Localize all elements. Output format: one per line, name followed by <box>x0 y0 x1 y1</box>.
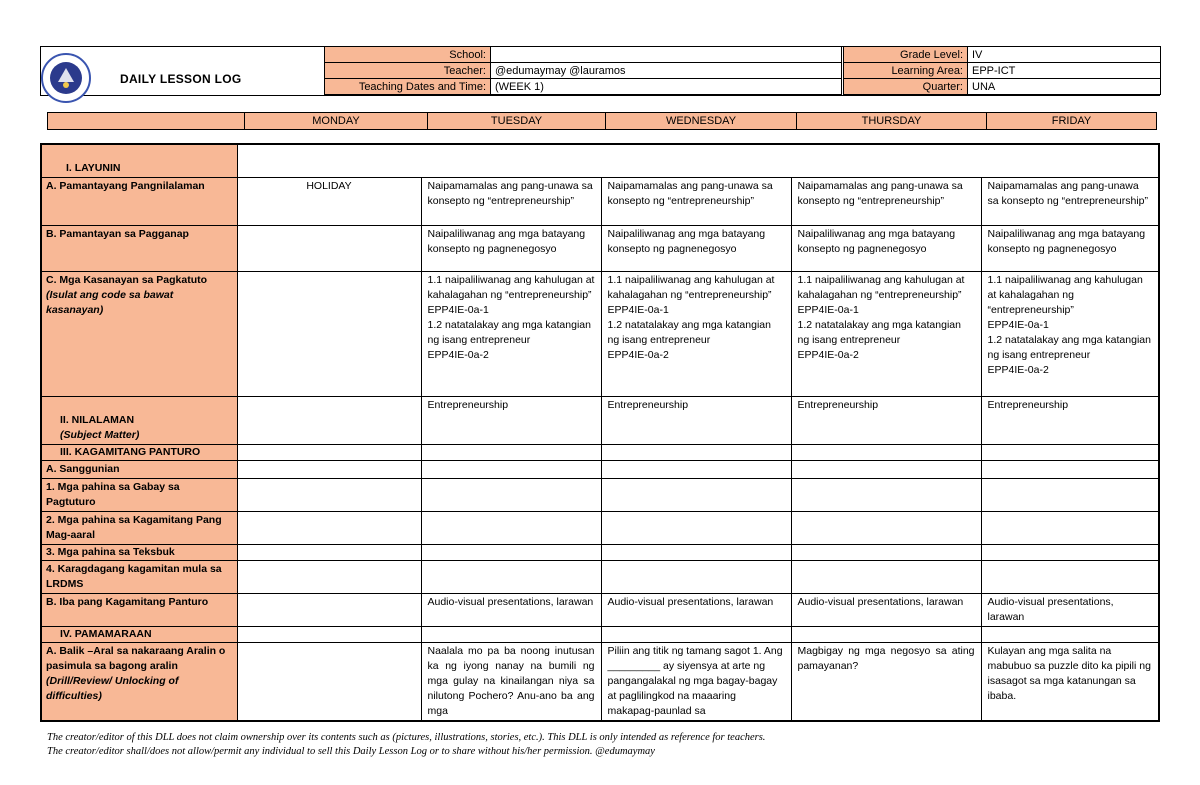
wednesday-kasanayan[interactable]: 1.1 naipaliliwanag ang kahulugan at kahalagahan ng “entrepreneurship” EPP4IE-0a-1 1.2 natatalakay ang mga katangian ng isang entrepreneur EPP4IE-0a-2 <box>601 271 791 396</box>
days-header <box>47 112 1157 130</box>
gabay-label: 1. Mga pahina sa Gabay sa Pagtuturo <box>41 478 237 511</box>
tuesday-cell[interactable] <box>421 478 601 511</box>
table-row <box>41 560 1159 593</box>
table-row <box>41 593 1159 626</box>
day-friday: FRIDAY <box>987 113 1157 130</box>
friday-cell[interactable] <box>981 478 1159 511</box>
wednesday-iba[interactable]: Audio-visual presentations, larawan <box>601 593 791 626</box>
teacher-field[interactable]: @edumaymay @lauramos <box>491 63 842 79</box>
lesson-table <box>40 143 1160 722</box>
teaching-dates-field[interactable]: (WEEK 1) <box>491 79 842 95</box>
thursday-kasanayan[interactable]: 1.1 naipaliliwanag ang kahulugan at kahalagahan ng “entrepreneurship” EPP4IE-0a-1 1.2 natatalakay ang mga katangian ng isang entrepreneur EPP4IE-0a-2 <box>791 271 981 396</box>
tuesday-cell[interactable] <box>421 626 601 642</box>
thursday-balik-aral[interactable]: Magbigay ng mga negosyo sa ating pamayanan? <box>791 642 981 721</box>
pamamaraan-label: IV. PAMAMARAAN <box>41 626 237 642</box>
grade-info-table <box>843 46 1161 95</box>
table-row <box>41 225 1159 271</box>
friday-iba[interactable]: Audio-visual presentations, larawan <box>981 593 1159 626</box>
tuesday-pamantayan[interactable]: Naipaliliwanag ang mga batayang konsepto ng pagnenegosyo <box>421 225 601 271</box>
monday-cell[interactable] <box>237 626 421 642</box>
table-row <box>41 144 1159 177</box>
deped-seal-logo <box>34 52 98 104</box>
teacher-label: Teacher: <box>325 63 491 79</box>
monday-cell[interactable] <box>237 444 421 460</box>
day-monday: MONDAY <box>245 113 428 130</box>
monday-cell[interactable] <box>237 560 421 593</box>
thursday-pamantayan[interactable]: Naipaliliwanag ang mga batayang konsepto ng pagnenegosyo <box>791 225 981 271</box>
tuesday-iba[interactable]: Audio-visual presentations, larawan <box>421 593 601 626</box>
table-row <box>41 177 1159 225</box>
layunin-cell[interactable] <box>237 144 1159 177</box>
thursday-nilalaman[interactable]: Entrepreneurship <box>791 396 981 444</box>
thursday-cell[interactable] <box>791 444 981 460</box>
tuesday-cell[interactable] <box>421 544 601 560</box>
thursday-cell[interactable] <box>791 460 981 478</box>
wednesday-cell[interactable] <box>601 444 791 460</box>
wednesday-cell[interactable] <box>601 478 791 511</box>
table-row <box>41 478 1159 511</box>
tuesday-nilalaman[interactable]: Entrepreneurship <box>421 396 601 444</box>
layunin-label: I. LAYUNIN <box>41 144 237 177</box>
table-row <box>41 460 1159 478</box>
monday-cell[interactable] <box>237 460 421 478</box>
kagamitan-label: III. KAGAMITANG PANTURO <box>41 444 237 460</box>
disclaimer-line-2: The creator/editor shall/does not allow/permit any individual to sell this Daily Lesson Log or to share without his/her permission. @edumaymay <box>47 746 655 757</box>
wednesday-cell[interactable] <box>601 560 791 593</box>
monday-cell[interactable] <box>237 396 421 444</box>
tuesday-balik-aral[interactable]: Naalala mo pa ba noong inutusan ka ng iyong nanay na bumili ng mga gulay na kinailangan niya sa nilutong Pochero? Anu-ano ba ang mga <box>421 642 601 721</box>
teaching-dates-label: Teaching Dates and Time: <box>325 79 491 95</box>
sanggunian-label: A. Sanggunian <box>41 460 237 478</box>
friday-cell[interactable] <box>981 460 1159 478</box>
friday-cell[interactable] <box>981 544 1159 560</box>
days-corner <box>48 113 245 130</box>
tuesday-cell[interactable] <box>421 444 601 460</box>
pamantayang-label: A. Pamantayang Pangnilalaman <box>41 177 237 225</box>
magaaral-label: 2. Mga pahina sa Kagamitang Pang Mag-aaral <box>41 511 237 544</box>
tuesday-cell[interactable] <box>421 560 601 593</box>
monday-cell[interactable] <box>237 642 421 721</box>
friday-cell[interactable] <box>981 511 1159 544</box>
friday-cell[interactable] <box>981 444 1159 460</box>
monday-cell[interactable] <box>237 478 421 511</box>
tuesday-cell[interactable] <box>421 460 601 478</box>
balik-aral-sub: (Drill/Review/ Unlocking of difficulties) <box>46 674 179 702</box>
thursday-pamantayang[interactable]: Naipamamalas ang pang-unawa sa konsepto ng “entrepreneurship” <box>791 177 981 225</box>
table-row <box>41 642 1159 721</box>
document-title: DAILY LESSON LOG <box>120 72 242 86</box>
thursday-iba[interactable]: Audio-visual presentations, larawan <box>791 593 981 626</box>
friday-kasanayan[interactable]: 1.1 naipaliliwanag ang kahulugan at kahalagahan ng “entrepreneurship” EPP4IE-0a-1 1.2 natatalakay ang mga katangian ng isang entrepreneur EPP4IE-0a-2 <box>981 271 1159 396</box>
table-row <box>41 544 1159 560</box>
wednesday-cell[interactable] <box>601 460 791 478</box>
disclaimer-footer <box>47 731 765 759</box>
pamantayan-label: B. Pamantayan sa Pagganap <box>41 225 237 271</box>
monday-cell[interactable] <box>237 271 421 396</box>
wednesday-pamantayang[interactable]: Naipamamalas ang pang-unawa sa konsepto ng “entrepreneurship” <box>601 177 791 225</box>
day-wednesday: WEDNESDAY <box>606 113 797 130</box>
grade-level-field[interactable]: IV <box>968 47 1161 63</box>
nilalaman-label: II. NILALAMAN (Subject Matter) <box>41 396 237 444</box>
monday-cell[interactable] <box>237 511 421 544</box>
friday-cell[interactable] <box>981 626 1159 642</box>
kasanayan-sub: (Isulat ang code sa bawat kasanayan) <box>46 288 174 316</box>
thursday-cell[interactable] <box>791 544 981 560</box>
lrdms-label: 4. Karagdagang kagamitan mula sa LRDMS <box>41 560 237 593</box>
table-row <box>41 396 1159 444</box>
friday-balik-aral[interactable]: Kulayan ang mga salita na mabubuo sa puzzle dito ka pipili ng isasagot sa mga katanungan sa ibaba. <box>981 642 1159 721</box>
learning-area-field[interactable]: EPP-ICT <box>968 63 1161 79</box>
monday-holiday[interactable]: HOLIDAY <box>237 177 421 225</box>
grade-level-label: Grade Level: <box>844 47 968 63</box>
learning-area-label: Learning Area: <box>844 63 968 79</box>
teksbuk-label: 3. Mga pahina sa Teksbuk <box>41 544 237 560</box>
balik-aral-label: A. Balik –Aral sa nakaraang Aralin o pasimula sa bagong aralin (Drill/Review/ Unlocking of difficulties) <box>41 642 237 721</box>
iba-label: B. Iba pang Kagamitang Panturo <box>41 593 237 626</box>
school-label: School: <box>325 47 491 63</box>
kasanayan-label: C. Mga Kasanayan sa Pagkatuto (Isulat ang code sa bawat kasanayan) <box>41 271 237 396</box>
friday-pamantayang[interactable]: Naipamamalas ang pang-unawa sa konsepto ng “entrepreneurship” <box>981 177 1159 225</box>
tuesday-pamantayang[interactable]: Naipamamalas ang pang-unawa sa konsepto ng “entrepreneurship” <box>421 177 601 225</box>
table-row <box>41 444 1159 460</box>
school-field[interactable] <box>491 47 842 63</box>
friday-cell[interactable] <box>981 560 1159 593</box>
wednesday-cell[interactable] <box>601 626 791 642</box>
table-row <box>41 626 1159 642</box>
monday-cell[interactable] <box>237 593 421 626</box>
day-tuesday: TUESDAY <box>428 113 606 130</box>
day-thursday: THURSDAY <box>797 113 987 130</box>
table-row <box>41 271 1159 396</box>
wednesday-balik-aral[interactable]: Piliin ang titik ng tamang sagot 1. Ang _________ ay siyensya at arte ng pangangalakal ng mga bagay-bagay at paglilingkod na maaaring makapag-paunlad sa <box>601 642 791 721</box>
thursday-cell[interactable] <box>791 626 981 642</box>
tuesday-kasanayan[interactable]: 1.1 naipaliliwanag ang kahulugan at kahalagahan ng “entrepreneurship” EPP4IE-0a-1 1.2 natatalakay ang mga katangian ng isang entrepreneur EPP4IE-0a-2 <box>421 271 601 396</box>
quarter-label: Quarter: <box>844 79 968 95</box>
wednesday-pamantayan[interactable]: Naipaliliwanag ang mga batayang konsepto ng pagnenegosyo <box>601 225 791 271</box>
wednesday-cell[interactable] <box>601 511 791 544</box>
thursday-cell[interactable] <box>791 560 981 593</box>
wednesday-cell[interactable] <box>601 544 791 560</box>
table-row <box>41 511 1159 544</box>
quarter-field[interactable]: UNA <box>968 79 1161 95</box>
wednesday-nilalaman[interactable]: Entrepreneurship <box>601 396 791 444</box>
nilalaman-sub: (Subject Matter) <box>60 428 140 441</box>
thursday-cell[interactable] <box>791 478 981 511</box>
thursday-cell[interactable] <box>791 511 981 544</box>
monday-cell[interactable] <box>237 225 421 271</box>
disclaimer-line-1: The creator/editor of this DLL does not claim ownership over its contents such as (pictures, illustrations, stories, etc.). This DLL is only intended as reference for teachers. <box>47 732 766 743</box>
friday-pamantayan[interactable]: Naipaliliwanag ang mga batayang konsepto ng pagnenegosyo <box>981 225 1159 271</box>
tuesday-cell[interactable] <box>421 511 601 544</box>
monday-cell[interactable] <box>237 544 421 560</box>
school-info-table <box>324 46 842 95</box>
friday-nilalaman[interactable]: Entrepreneurship <box>981 396 1159 444</box>
